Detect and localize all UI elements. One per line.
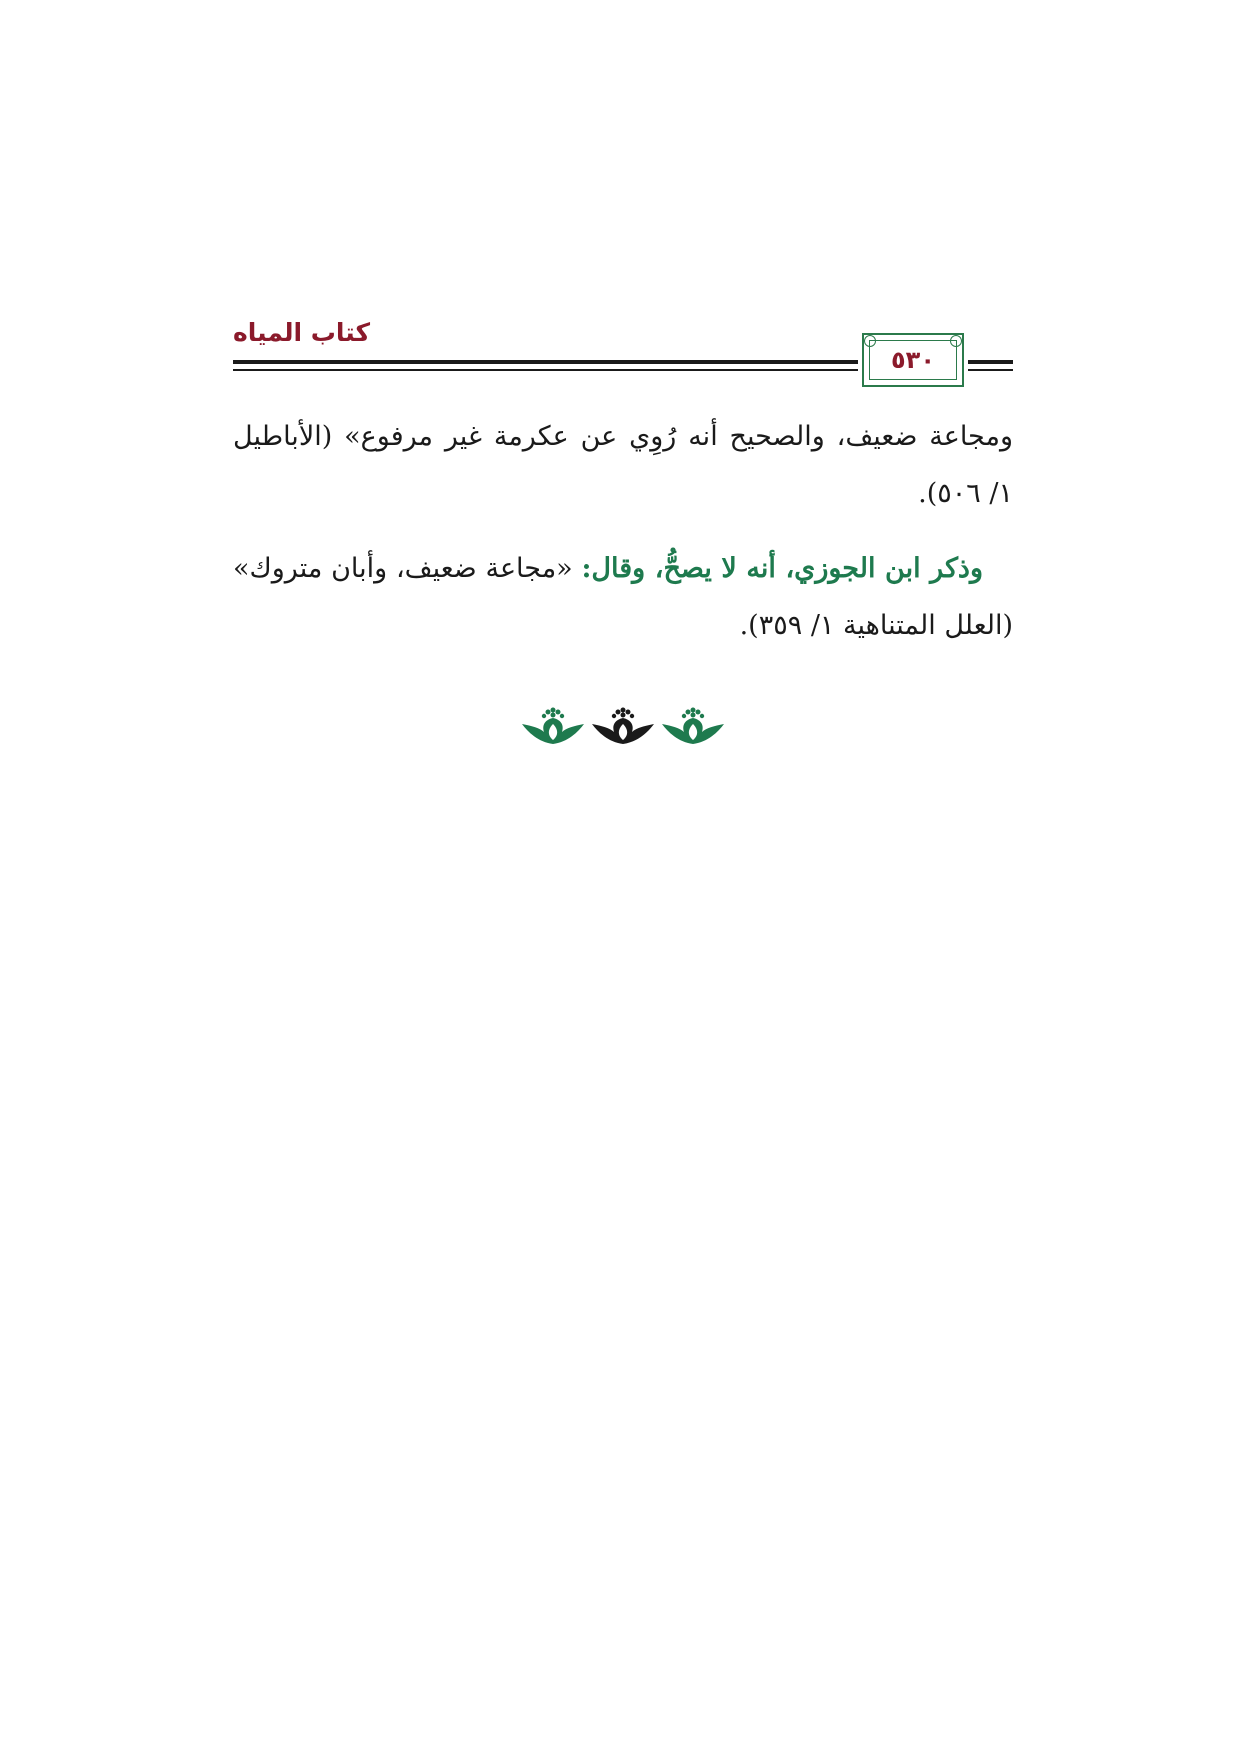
header-rule-thin (233, 369, 858, 371)
body-text (233, 408, 1013, 654)
paragraph-2 (233, 540, 1013, 654)
page-number-inner-frame (869, 340, 957, 380)
flower-ornament-right-icon (662, 708, 724, 745)
page-number-frame (862, 333, 964, 387)
page-number: ٥٣٠ (891, 346, 935, 374)
flower-ornament-center-icon (592, 708, 654, 745)
header-rule-right-thin (968, 369, 1013, 371)
book-title: كتاب المياه (233, 318, 371, 347)
paragraph-2-rest: «مجاعة ضعيف، وأبان متروك» (العلل المتناهية ١/ ٣٥٩). (233, 553, 1013, 641)
paragraph-1: ومجاعة ضعيف، والصحيح أنه رُوِي عن عكرمة غير مرفوع» (الأباطيل ١/ ٥٠٦). (233, 421, 1013, 509)
paragraph-2-highlight: وذكر ابن الجوزي، أنه لا يصحُّ، وقال: (581, 553, 983, 584)
section-end-ornament-icon (518, 700, 728, 750)
flower-ornament-left-icon (522, 708, 584, 745)
header-rule-right-thick (968, 360, 1013, 364)
page-header (233, 318, 1013, 390)
header-rule-thick (233, 360, 858, 364)
